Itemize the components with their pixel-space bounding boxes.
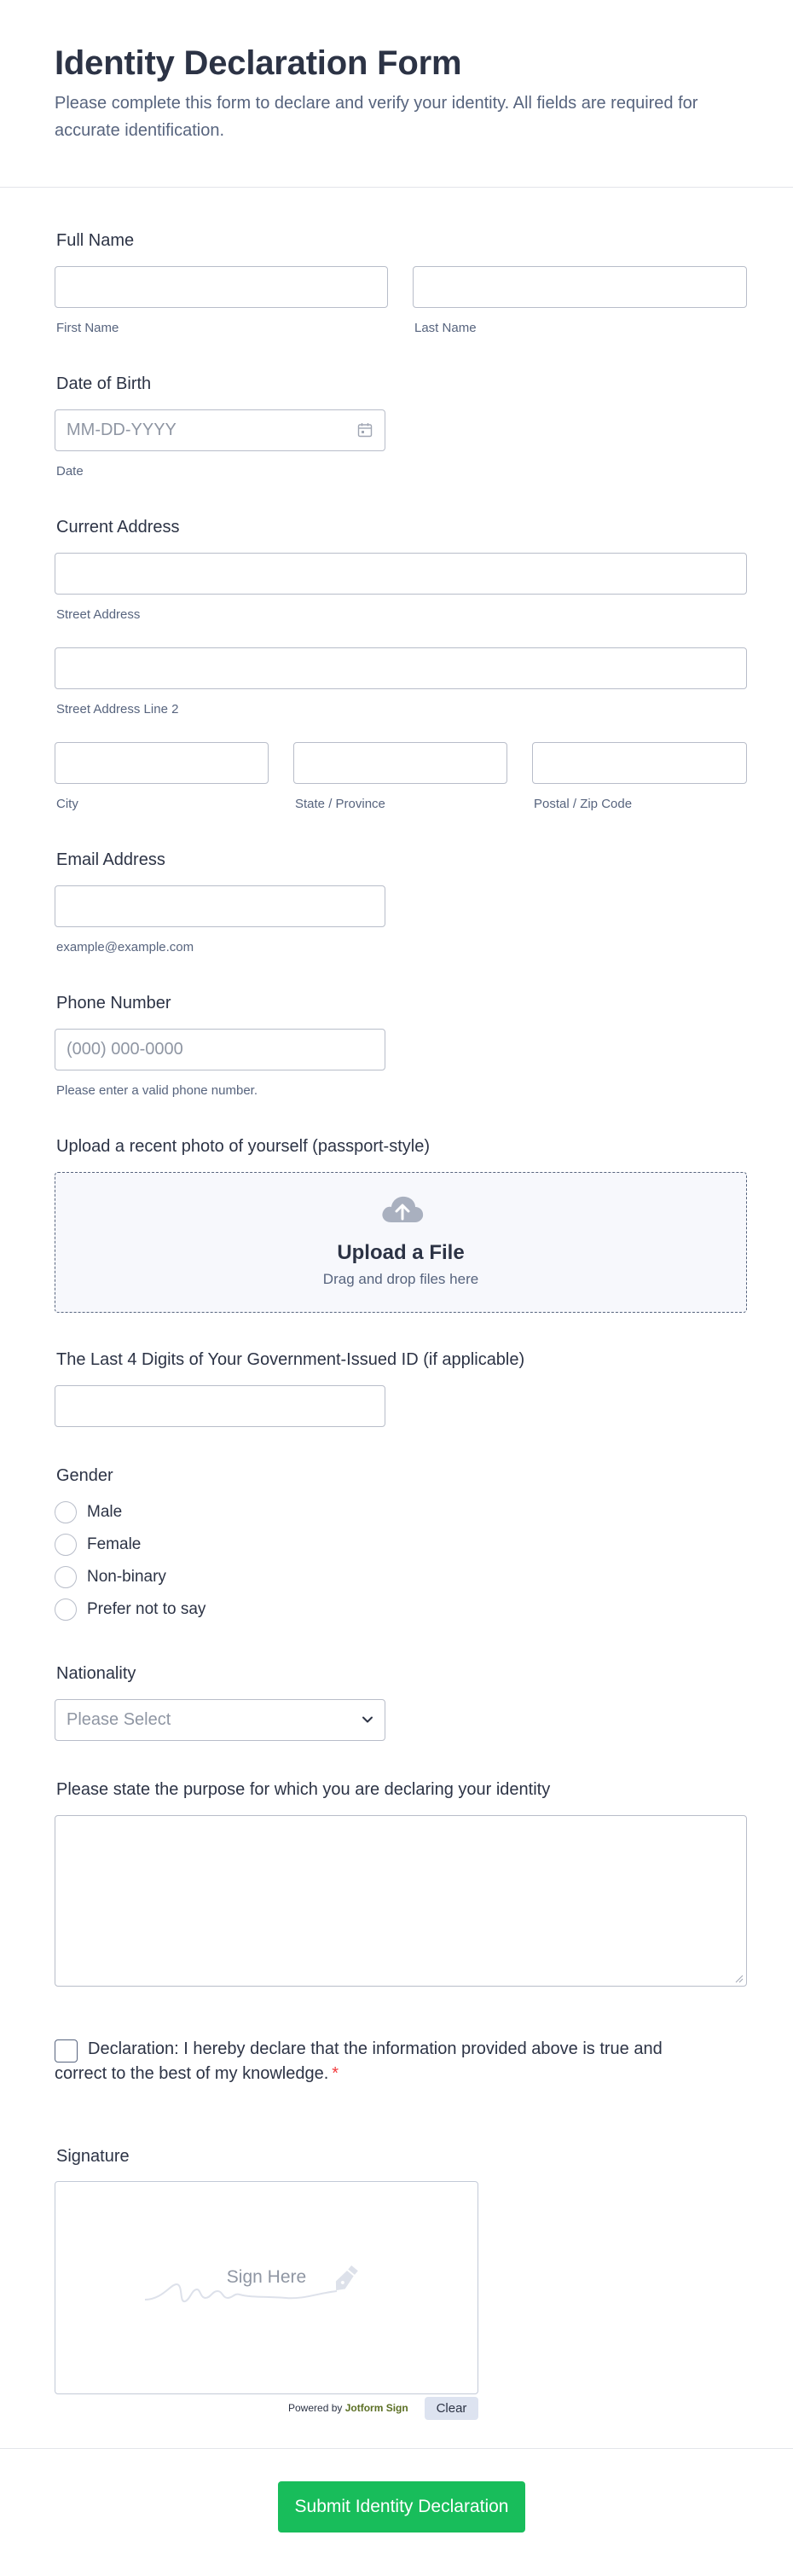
phone-placeholder: (000) 000-0000: [67, 1040, 183, 1059]
full-name-label: Full Name: [56, 231, 135, 250]
radio-label: Female: [87, 1535, 142, 1553]
city-sublabel: City: [56, 797, 78, 811]
zip-sublabel: Postal / Zip Code: [534, 797, 633, 811]
first-name-sublabel: First Name: [56, 321, 119, 335]
radio-button[interactable]: [55, 1534, 77, 1556]
last-name-input[interactable]: [413, 266, 747, 308]
street-address-input[interactable]: [55, 553, 747, 595]
phone-label: Phone Number: [56, 994, 171, 1012]
powered-prefix: Powered by: [288, 2402, 343, 2414]
nationality-label: Nationality: [56, 1664, 136, 1683]
purpose-textarea[interactable]: [55, 1815, 747, 1987]
address-label: Current Address: [56, 518, 180, 537]
upload-subtitle: Drag and drop files here: [322, 1271, 479, 1287]
email-label: Email Address: [56, 850, 165, 869]
footer-divider: [0, 2448, 793, 2449]
gov-id-input[interactable]: [55, 1385, 385, 1427]
gov-id-label: The Last 4 Digits of Your Government-Issued ID (if applicable): [56, 1350, 525, 1369]
gender-option-prefer-not-to-say[interactable]: [55, 1598, 205, 1622]
nationality-placeholder: Please Select: [67, 1710, 171, 1729]
radio-label: Male: [87, 1503, 123, 1521]
upload-title: Upload a File: [337, 1241, 465, 1264]
radio-button[interactable]: [55, 1566, 77, 1588]
radio-button[interactable]: [55, 1598, 77, 1621]
chevron-down-icon: [361, 1713, 374, 1726]
required-asterisk: *: [332, 2064, 339, 2083]
form-title: Identity Declaration Form: [55, 44, 462, 82]
phone-input[interactable]: [55, 1029, 385, 1070]
declaration-text: Declaration: I hereby declare that the information provided above is true and correct to the best of my knowledge.: [55, 2039, 663, 2083]
city-input[interactable]: [55, 742, 269, 784]
purpose-label: Please state the purpose for which you are declaring your identity: [56, 1780, 551, 1799]
powered-by-text: [288, 2402, 408, 2414]
gender-option-non-binary[interactable]: [55, 1565, 166, 1589]
gender-option-female[interactable]: [55, 1533, 141, 1557]
photo-label: Upload a recent photo of yourself (passport-style): [56, 1137, 430, 1156]
street-address-line2-sublabel: Street Address Line 2: [56, 702, 179, 717]
street-address-sublabel: Street Address: [56, 607, 141, 622]
submit-button[interactable]: Submit Identity Declaration: [278, 2481, 525, 2532]
signature-label: Signature: [56, 2147, 130, 2166]
clear-signature-button[interactable]: Clear: [425, 2397, 478, 2420]
nationality-select[interactable]: [55, 1699, 385, 1741]
zip-input[interactable]: [532, 742, 747, 784]
dob-sublabel: Date: [56, 464, 84, 479]
radio-button[interactable]: [55, 1501, 77, 1523]
radio-label: Prefer not to say: [87, 1600, 206, 1618]
powered-brand[interactable]: Jotform Sign: [344, 2402, 408, 2414]
gender-label: Gender: [56, 1466, 113, 1485]
street-address-line2-input[interactable]: [55, 647, 747, 689]
dob-input[interactable]: [55, 409, 385, 451]
last-name-sublabel: Last Name: [414, 321, 477, 335]
first-name-input[interactable]: [55, 266, 388, 308]
declaration-label: [55, 2037, 677, 2086]
signature-pad[interactable]: [55, 2181, 478, 2394]
dob-label: Date of Birth: [56, 374, 152, 393]
header-divider: [0, 187, 793, 188]
dob-placeholder: MM-DD-YYYY: [67, 421, 177, 439]
resize-handle-icon[interactable]: [733, 1973, 744, 1983]
calendar-icon[interactable]: [357, 422, 373, 438]
state-input[interactable]: [293, 742, 507, 784]
signature-placeholder: Sign Here: [226, 2267, 307, 2287]
gender-option-male[interactable]: [55, 1500, 122, 1524]
file-upload-dropzone[interactable]: [55, 1172, 747, 1313]
radio-label: Non-binary: [87, 1568, 166, 1586]
cloud-upload-icon: [379, 1193, 425, 1227]
email-sublabel: example@example.com: [56, 940, 194, 954]
form-subtitle: Please complete this form to declare and verify your identity. All fields are required for accurate identification.: [55, 94, 698, 140]
state-sublabel: State / Province: [295, 797, 385, 811]
email-input[interactable]: [55, 885, 385, 927]
phone-sublabel: Please enter a valid phone number.: [56, 1083, 258, 1098]
